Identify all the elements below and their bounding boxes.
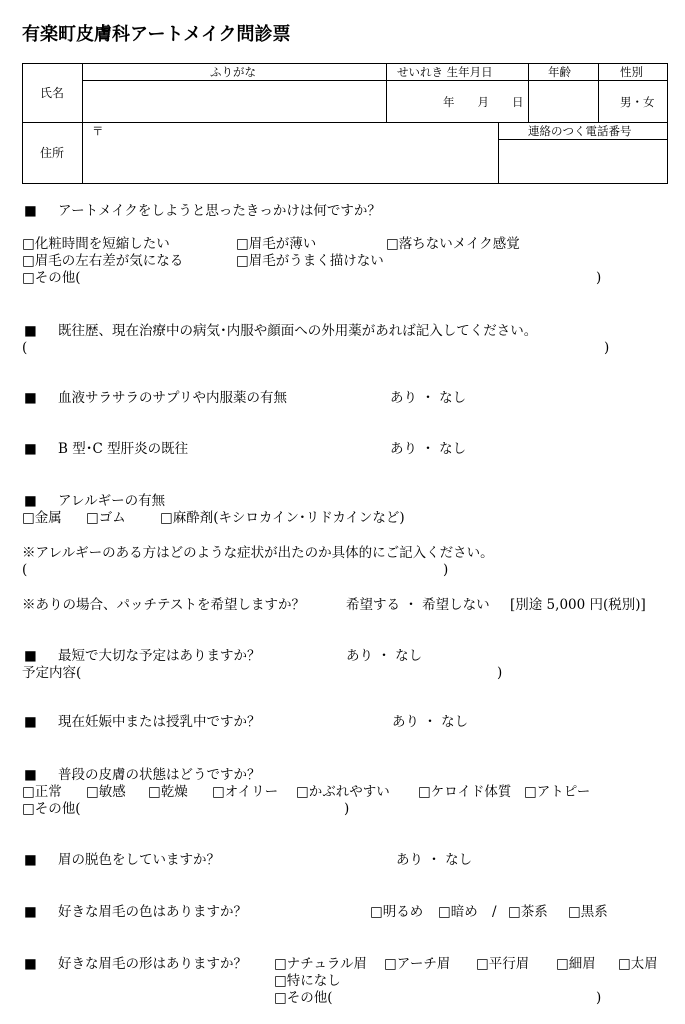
q11-other-option[interactable]: □ その他(	[274, 990, 333, 1007]
q11-text: 好きな眉毛の形はありますか？	[58, 956, 247, 972]
patch-test-fee: [別途 5,000 円(税別)]	[510, 597, 646, 613]
q1-text: アートメイクをしようと思ったきっかけは何ですか？	[58, 203, 381, 219]
q6-detail-label: 予定内容(	[22, 665, 82, 681]
q4-answer[interactable]: あり ・ なし	[390, 441, 467, 457]
address-label: 住所	[40, 146, 65, 160]
q11-option[interactable]: □ 細眉	[556, 956, 596, 973]
q5-option[interactable]: □ ゴム	[86, 510, 126, 527]
q3-text: 血液サラサラのサプリや内服薬の有無	[58, 390, 287, 406]
bullet-icon: ■	[24, 767, 37, 783]
q7-text: 現在妊娠中または授乳中ですか？	[58, 714, 261, 730]
patch-test-answer[interactable]: 希望する ・ 希望しない	[346, 597, 490, 613]
q11-option[interactable]: □ 平行眉	[476, 956, 529, 973]
q10-option[interactable]: □ 明るめ	[370, 904, 423, 921]
bullet-icon: ■	[24, 714, 37, 730]
q7-answer[interactable]: あり ・ なし	[392, 714, 469, 730]
bullet-icon: ■	[24, 904, 37, 920]
name-label: 氏名	[40, 86, 65, 100]
q1-option[interactable]: □ 眉毛が薄い	[236, 236, 316, 253]
q5-text: アレルギーの有無	[58, 493, 166, 509]
q5-symptom-field[interactable]	[40, 562, 440, 579]
q8-text: 普段の皮膚の状態はどうですか？	[58, 767, 261, 783]
q8-option[interactable]: □ ケロイド体質	[418, 784, 511, 801]
q8-option[interactable]: □ 敏感	[86, 784, 126, 801]
q6-answer[interactable]: あり ・ なし	[346, 648, 423, 664]
q5-note: ※アレルギーのある方はどのような症状が出たのか具体的にご記入ください。	[22, 545, 494, 561]
q6-close: )	[497, 665, 503, 681]
birthdate-label: せいれき 生年月日	[397, 65, 493, 79]
q1-other-close: )	[596, 270, 602, 286]
bullet-icon: ■	[24, 390, 37, 406]
q10-separator: /	[492, 904, 497, 920]
postal-mark: 〒	[92, 124, 104, 138]
q8-option[interactable]: □ かぶれやすい	[296, 784, 390, 801]
furigana-label: ふりがな	[210, 65, 256, 79]
phone-field[interactable]	[499, 140, 666, 182]
name-field[interactable]	[82, 81, 386, 122]
q8-option[interactable]: □ 乾燥	[148, 784, 188, 801]
q8-option[interactable]: □ 正常	[22, 784, 62, 801]
q10-text: 好きな眉毛の色はありますか？	[58, 904, 247, 920]
q1-other-option[interactable]: □ その他(	[22, 270, 81, 287]
q5-option[interactable]: □ 麻酔剤(キシロカイン･リドカインなど)	[160, 510, 405, 527]
birthdate-field[interactable]: 年 月 日	[443, 95, 524, 109]
q11-option[interactable]: □ ナチュラル眉	[274, 956, 367, 973]
age-label: 年齢	[548, 65, 571, 79]
q5-close: )	[443, 562, 449, 578]
q11-other-close: )	[596, 990, 602, 1006]
q8-other-option[interactable]: □ その他(	[22, 801, 81, 818]
q5-open: (	[22, 562, 28, 578]
age-field[interactable]	[528, 81, 598, 122]
bullet-icon: ■	[24, 852, 37, 868]
q9-answer[interactable]: あり ・ なし	[396, 852, 473, 868]
phone-label: 連絡のつく電話番号	[528, 124, 632, 138]
gender-field[interactable]: 男・女	[620, 95, 655, 109]
q1-option[interactable]: □ 化粧時間を短縮したい	[22, 236, 170, 253]
q2-text: 既往歴、現在治療中の病気･内服や顔面への外用薬があれば記入してください。	[58, 323, 538, 339]
q11-option[interactable]: □ アーチ眉	[384, 956, 450, 973]
q3-answer[interactable]: あり ・ なし	[390, 390, 467, 406]
bullet-icon: ■	[24, 441, 37, 457]
patch-test-question: ※ありの場合、パッチテストを希望しますか？	[22, 597, 305, 613]
q9-text: 眉の脱色をしていますか？	[58, 852, 220, 868]
q11-option[interactable]: □ 特になし	[274, 973, 341, 990]
address-field[interactable]	[83, 138, 497, 182]
q10-option[interactable]: □ 茶系	[508, 904, 548, 921]
q1-option[interactable]: □ 眉毛がうまく描けない	[236, 253, 384, 270]
q5-option[interactable]: □ 金属	[22, 510, 62, 527]
bullet-icon: ■	[24, 323, 37, 339]
q8-option[interactable]: □ アトピー	[524, 784, 590, 801]
q2-answer-field[interactable]	[40, 340, 600, 357]
q2-open: (	[22, 340, 28, 356]
bullet-icon: ■	[24, 648, 37, 664]
q8-other-close: )	[344, 801, 350, 817]
q8-option[interactable]: □ オイリー	[212, 784, 278, 801]
q2-close: )	[604, 340, 610, 356]
q4-text: B 型･C 型肝炎の既往	[58, 441, 189, 457]
q11-option[interactable]: □ 太眉	[618, 956, 658, 973]
q10-option[interactable]: □ 黒系	[568, 904, 608, 921]
q6-text: 最短で大切な予定はありますか？	[58, 648, 261, 664]
q10-option[interactable]: □ 暗め	[438, 904, 478, 921]
bullet-icon: ■	[24, 493, 37, 509]
page-title: 有楽町皮膚科アートメイク問診票	[22, 24, 291, 45]
bullet-icon: ■	[24, 203, 37, 219]
bullet-icon: ■	[24, 956, 37, 972]
q6-detail-field[interactable]	[95, 665, 495, 682]
q1-option[interactable]: □ 眉毛の左右差が気になる	[22, 253, 183, 270]
q1-option[interactable]: □ 落ちないメイク感覚	[386, 236, 520, 253]
gender-label: 性別	[620, 65, 643, 79]
